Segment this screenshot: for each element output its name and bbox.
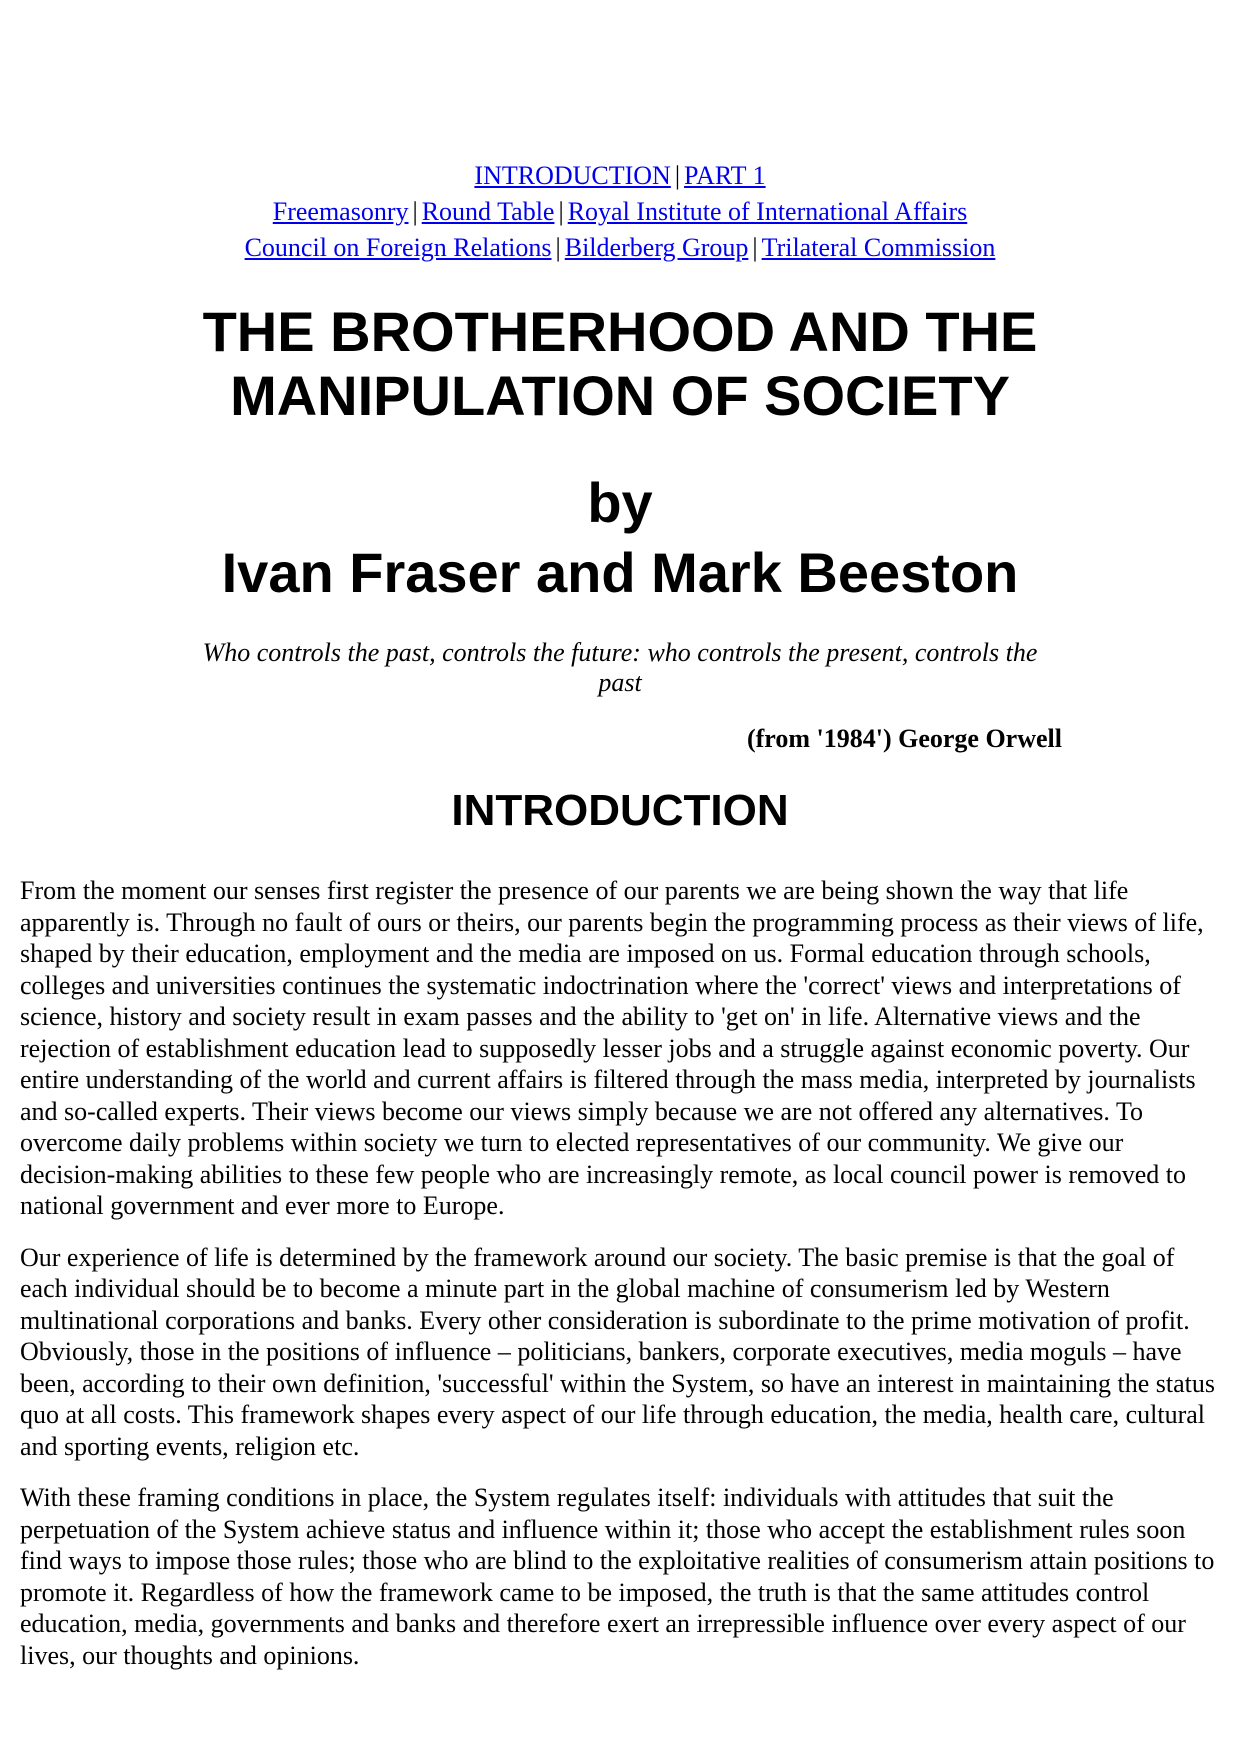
nav-link-part-1[interactable]: PART 1 — [684, 161, 766, 190]
nav-row-1 — [0, 158, 1240, 194]
paragraph: With these framing conditions in place, the System regulates itself: individuals with attitudes that suit the perpetuation of the System achieve status and influence within it; those who accept the establishment rules soon find ways to impose those rules; those who are blind to the exploitative realities of consumerism attain positions to promote it. Regardless of how the framework came to be imposed, the truth is that the same attitudes control education, media, governments and banks and therefore exert an irrepressible influence over every aspect of our lives, our thoughts and opinions. — [20, 1483, 1215, 1670]
epigraph-quote: Who controls the past, controls the future: who controls the present, controls the past — [202, 638, 1038, 697]
epigraph-attribution: (from '1984') George Orwell — [746, 724, 1062, 753]
nav-row-3 — [0, 230, 1240, 266]
nav-row-2 — [0, 194, 1240, 230]
nav-link-round-table[interactable]: Round Table — [421, 197, 555, 226]
byline-authors: Ivan Fraser and Mark Beeston — [221, 541, 1019, 604]
nav-link-bilderberg-group[interactable]: Bilderberg Group — [564, 233, 749, 262]
nav-separator: | — [558, 197, 564, 226]
nav-link-introduction[interactable]: INTRODUCTION — [474, 161, 671, 190]
nav-separator: | — [674, 161, 681, 190]
body-text — [20, 875, 1225, 1691]
nav-separator: | — [752, 233, 758, 262]
page-title-line-2: MANIPULATION OF SOCIETY — [230, 364, 1010, 427]
paragraph: Our experience of life is determined by the framework around our society. The basic premise is that the goal of each individual should be to become a minute part in the global machine of consumerism led by Western multinational corporations and banks. Every other consideration is subordinate to the prime motivation of profit. Obviously, those in the positions of influence – politicians, bankers, corporate executives, media moguls – have been, according to their own definition, 'successful' within the System, so have an interest in maintaining the status quo at all costs. This framework shapes every aspect of our life through education, the media, health care, cultural and sporting events, religion etc. — [20, 1242, 1215, 1461]
byline-by: by — [587, 471, 653, 534]
nav-link-council-foreign-relations[interactable]: Council on Foreign Relations — [244, 233, 552, 262]
nav-link-freemasonry[interactable]: Freemasonry — [272, 197, 409, 226]
nav-separator: | — [412, 197, 418, 226]
byline — [0, 468, 1240, 608]
nav-link-royal-institute[interactable]: Royal Institute of International Affairs — [567, 197, 968, 226]
section-title: INTRODUCTION — [451, 786, 789, 835]
paragraph: From the moment our senses first register the presence of our parents we are being shown the way that life apparently is. Through no fault of ours or theirs, our parents begin the programming process as their views of life, shaped by their education, employment and the media are imposed on us. Formal education through schools, colleges and universities continues the systematic indoctrination where the 'correct' views and interpretations of science, history and society result in exam passes and the ability to 'get on' in life. Alternative views and the rejection of establishment education lead to supposedly lesser jobs and a struggle against economic poverty. Our entire understanding of the world and current affairs is filtered through the mass media, interpreted by journalists and so-called experts. Their views become our views simply because we are not offered any alternatives. To overcome daily problems within society we turn to elected representatives of our community. We give our decision-making abilities to these few people who are increasingly remote, as local council power is removed to national government and ever more to Europe. — [20, 876, 1204, 1220]
page-title — [0, 300, 1240, 428]
page-title-line-1: THE BROTHERHOOD AND THE — [202, 300, 1038, 363]
nav-separator: | — [555, 233, 561, 262]
top-navigation — [0, 158, 1240, 266]
nav-link-trilateral-commission[interactable]: Trilateral Commission — [761, 233, 996, 262]
